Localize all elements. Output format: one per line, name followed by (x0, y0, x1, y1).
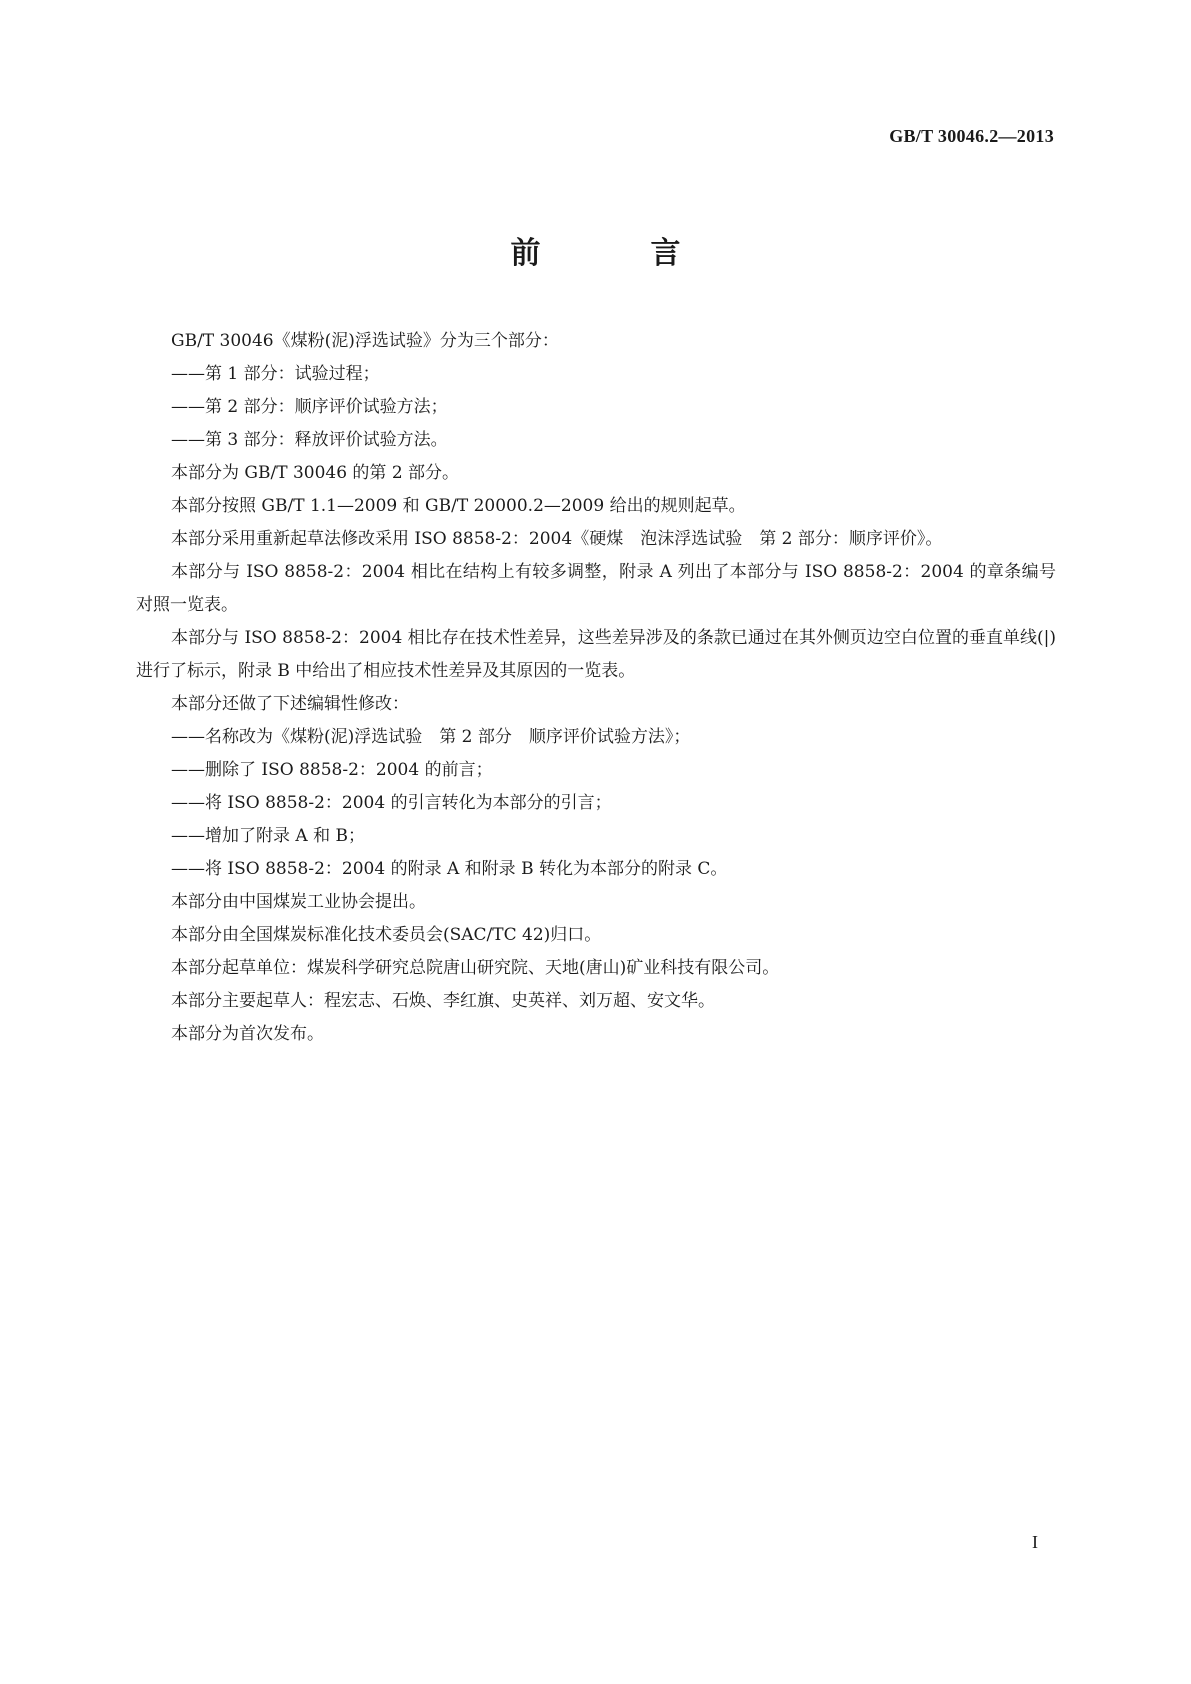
paragraph-part-statement: 本部分为 GB/T 30046 的第 2 部分。 (171, 463, 460, 483)
list-item-annex-conversion: ——将 ISO 8858-2：2004 的附录 A 和附录 B 转化为本部分的附录 C。 (171, 859, 728, 879)
paragraph-intro: GB/T 30046《煤粉(泥)浮选试验》分为三个部分： (171, 331, 559, 351)
page-number: I (1032, 1532, 1038, 1552)
list-item-rename: ——名称改为《煤粉(泥)浮选试验 第 2 部分 顺序评价试验方法》； (171, 727, 691, 747)
paragraph-centralized-by: 本部分由全国煤炭标准化技术委员会(SAC/TC 42)归口。 (171, 925, 602, 945)
paragraph-adoption: 本部分采用重新起草法修改采用 ISO 8858-2：2004《硬煤 泡沫浮选试验 第 2 部分：顺序评价》。 (171, 529, 943, 549)
list-item-add-annexes: ——增加了附录 A 和 B； (171, 826, 365, 846)
paragraph-drafting-rules: 本部分按照 GB/T 1.1—2009 和 GB/T 20000.2—2009 给出的规则起草。 (171, 496, 746, 516)
paragraph-technical-differences: 本部分与 ISO 8858-2：2004 相比存在技术性差异，这些差异涉及的条款已通过在其外侧页边空白位置的垂直单线(|)进行了标示，附录 B 中给出了相应技术性差异及其原因的一览表。 (136, 628, 1056, 681)
list-item-part-1: ——第 1 部分：试验过程； (171, 364, 380, 384)
list-item-delete-foreword: ——删除了 ISO 8858-2：2004 的前言； (171, 760, 493, 780)
list-item-introduction: ——将 ISO 8858-2：2004 的引言转化为本部分的引言； (171, 793, 612, 813)
paragraph-editorial-changes: 本部分还做了下述编辑性修改： (171, 694, 409, 714)
paragraph-proposed-by: 本部分由中国煤炭工业协会提出。 (171, 892, 426, 912)
foreword-body (136, 325, 1056, 1051)
paragraph-first-release: 本部分为首次发布。 (171, 1024, 324, 1044)
paragraph-structure-changes: 本部分与 ISO 8858-2：2004 相比在结构上有较多调整，附录 A 列出了本部分与 ISO 8858-2：2004 的章条编号对照一览表。 (136, 562, 1056, 615)
page-title: 前 言 (510, 236, 721, 271)
list-item-part-3: ——第 3 部分：释放评价试验方法。 (171, 430, 448, 450)
paragraph-drafters: 本部分主要起草人：程宏志、石焕、李红旗、史英祥、刘万超、安文华。 (171, 991, 715, 1011)
standard-number: GB/T 30046.2—2013 (889, 126, 1054, 146)
paragraph-drafting-units: 本部分起草单位：煤炭科学研究总院唐山研究院、天地(唐山)矿业科技有限公司。 (171, 958, 780, 978)
list-item-part-2: ——第 2 部分：顺序评价试验方法； (171, 397, 448, 417)
